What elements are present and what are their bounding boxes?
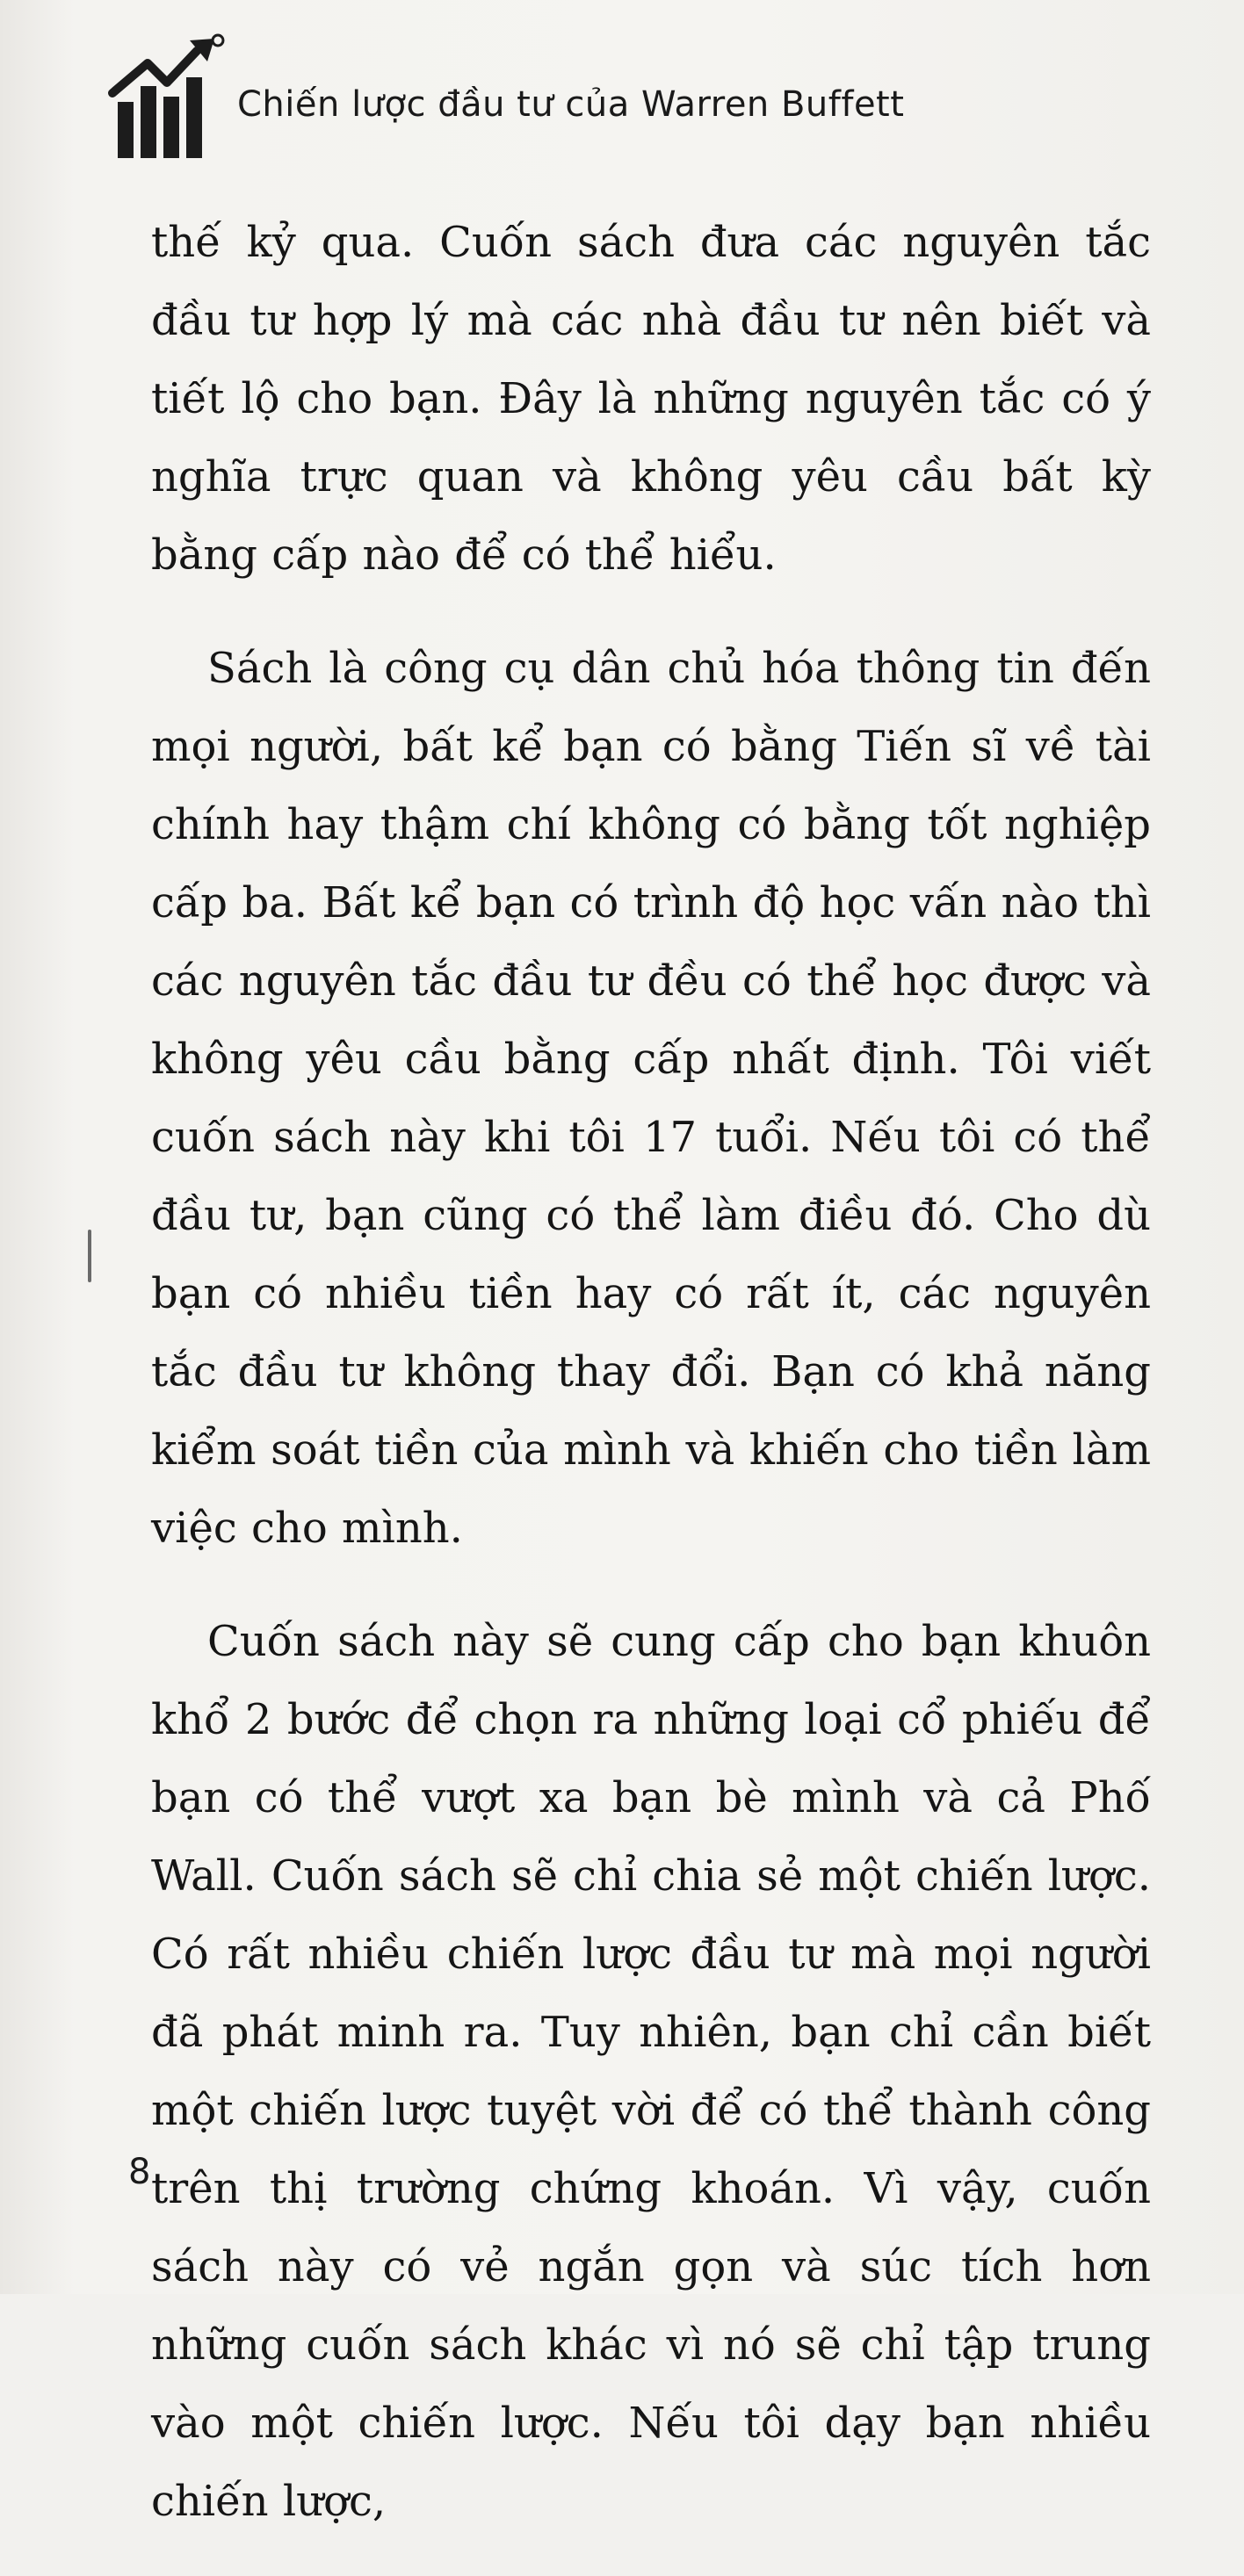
- running-title: Chiến lược đầu tư của Warren Buffett: [237, 84, 905, 125]
- house-chart-logo-icon: [105, 32, 228, 163]
- paragraph-2: Sách là công cụ dân chủ hóa thông tin đến mọi người, bất kể bạn có bằng Tiến sĩ về tài chính hay thậm chí không có bằng tốt nghiệp cấp ba. Bất kể bạn có trình độ học vấn nào thì các nguyên tắc đầu tư đều có thể học được và không yêu cầu bằng cấp nhất định. Tôi viết cuốn sách này khi tôi 17 tuổi. Nếu tôi có thể đầu tư, bạn cũng có thể làm điều đó. Cho dù bạn có nhiều tiền hay có rất ít, các nguyên tắc đầu tư không thay đổi. Bạn có khả năng kiểm soát tiền của mình và khiến cho tiền làm việc cho mình.: [151, 644, 1151, 1553]
- page-header: [105, 32, 1072, 172]
- paragraph-1: thế kỷ qua. Cuốn sách đưa các nguyên tắc đầu tư hợp lý mà các nhà đầu tư nên biết và tiết lộ cho bạn. Đây là những nguyên tắc có ý nghĩa trực quan và không yêu cầu bất kỳ bằng cấp nào để có thể hiểu.: [151, 218, 1151, 580]
- paragraph-3: Cuốn sách này sẽ cung cấp cho bạn khuôn khổ 2 bước để chọn ra những loại cổ phiếu để bạn có thể vượt xa bạn bè mình và cả Phố Wall. Cuốn sách sẽ chỉ chia sẻ một chiến lược. Có rất nhiều chiến lược đầu tư mà mọi người đã phát minh ra. Tuy nhiên, bạn chỉ cần biết một chiến lược tuyệt vời để có thể thành công trên thị trường chứng khoán. Vì vậy, cuốn sách này có vẻ ngắn gọn và súc tích hơn những cuốn sách khác vì nó sẽ chỉ tập trung vào một chiến lược. Nếu tôi dạy bạn nhiều chiến lược,: [151, 1617, 1151, 2526]
- page-number: 8: [128, 2152, 151, 2192]
- margin-mark: [88, 1230, 91, 1282]
- body-text: [151, 204, 1151, 2576]
